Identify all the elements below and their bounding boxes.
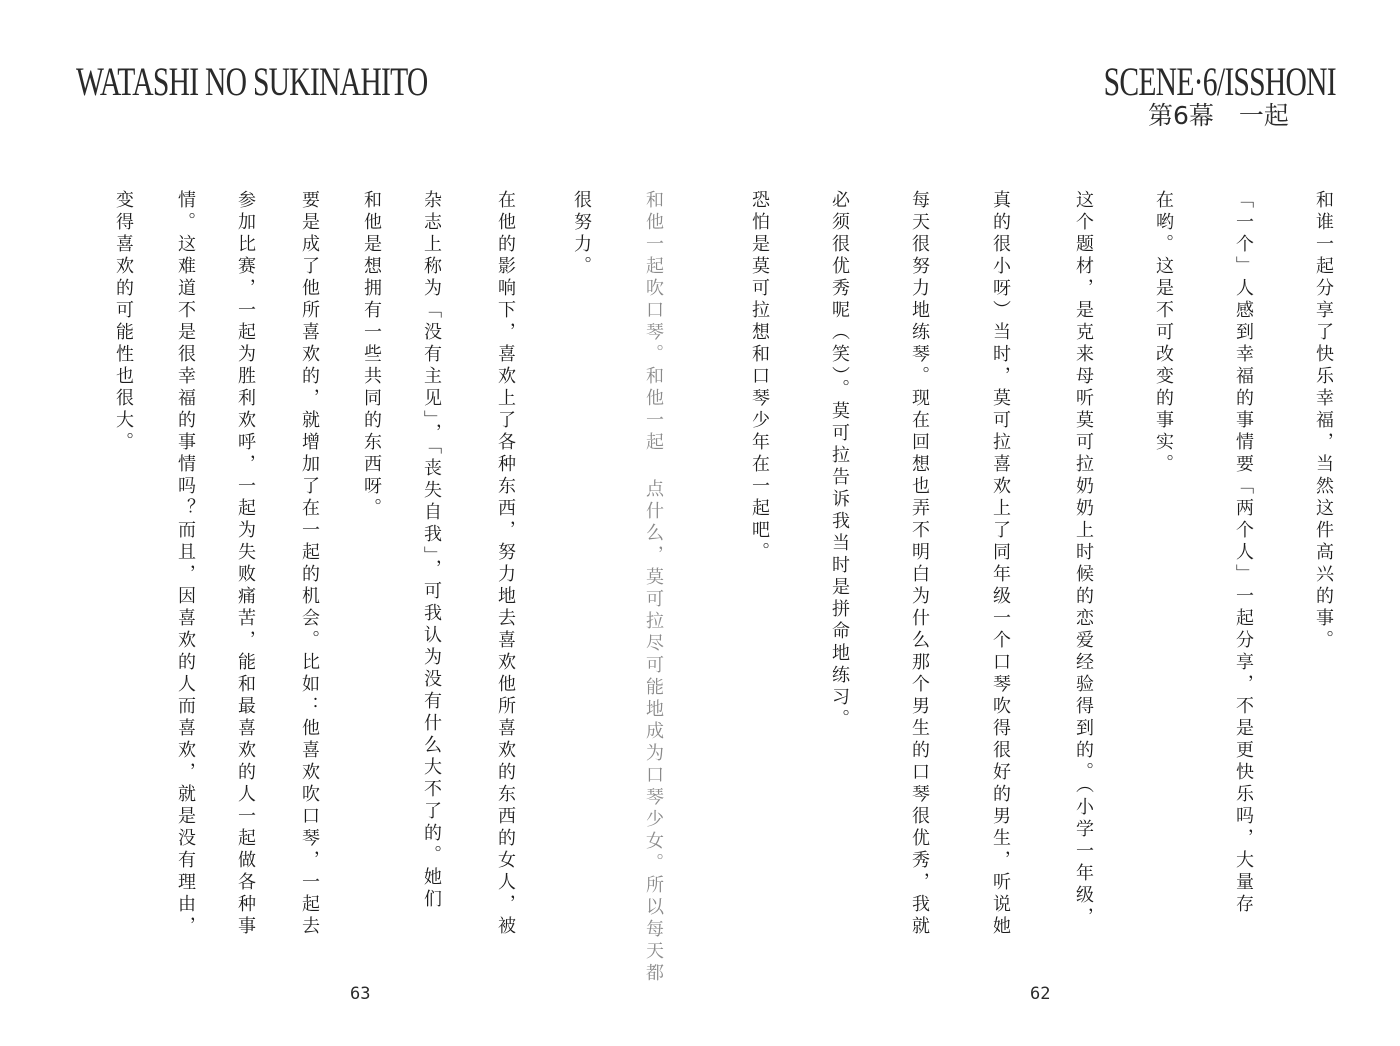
scene-header: SCENE·6/ISSHONI	[1103, 59, 1336, 104]
text-column: 必须很优秀呢（笑）。莫可拉告诉我当时是拼命地练习。	[829, 190, 850, 731]
text-column: 在他的影响下，喜欢上了各种东西，努力地去喜欢他所喜欢的东西的女人，被	[495, 190, 516, 938]
page-number-right: 62	[1030, 984, 1051, 1004]
book-title-header: WATASHI NO SUKINAHITO	[76, 59, 428, 104]
text-column: 和他一起吹口琴。和他一起 点什么，莫可拉尽可能地成为口琴少女。所以每天都	[643, 190, 664, 985]
text-column: 杂志上称为「没有主见」，「丧失自我」，可我认为没有什么大不了的。她们	[421, 190, 442, 911]
text-column: 要是成了他所喜欢的，就增加了在一起的机会。比如：他喜欢吹口琴，一起去	[299, 190, 320, 938]
text-column: 和谁一起分享了快乐幸福，当然这件高兴的事。	[1313, 190, 1334, 652]
text-column: 情。这难道不是很幸福的事情吗？而且，因喜欢的人而喜欢，就是没有理由，	[175, 190, 196, 938]
text-column: 参加比赛，一起为胜利欢呼，一起为失败痛苦，能和最喜欢的人一起做各种事	[235, 190, 256, 938]
text-column: 很努力。	[571, 190, 592, 278]
text-column: 真的很小呀）当时，莫可拉喜欢上了同年级一个口琴吹得很好的男生，听说她	[990, 190, 1011, 938]
text-column: 这个题材，是克来母听莫可拉奶奶上时候的恋爱经验得到的。（小学一年级，	[1073, 190, 1094, 929]
text-column: 和他是想拥有一些共同的东西呀。	[361, 190, 382, 520]
text-column: 在哟。这是不可改变的事实。	[1153, 190, 1174, 476]
text-column: 恐怕是莫可拉想和口琴少年在一起吧。	[749, 190, 770, 564]
text-column: 每天很努力地练琴。现在回想也弄不明白为什么那个男生的口琴很优秀，我就	[909, 190, 930, 938]
chapter-title: 第6幕 一起	[1148, 101, 1289, 130]
text-column: 变得喜欢的可能性也很大。	[113, 190, 134, 454]
page-number-left: 63	[350, 984, 371, 1004]
text-column: 「一个」人感到幸福的事情要「两个人」一起分享，不是更快乐吗，大量存	[1233, 190, 1254, 916]
